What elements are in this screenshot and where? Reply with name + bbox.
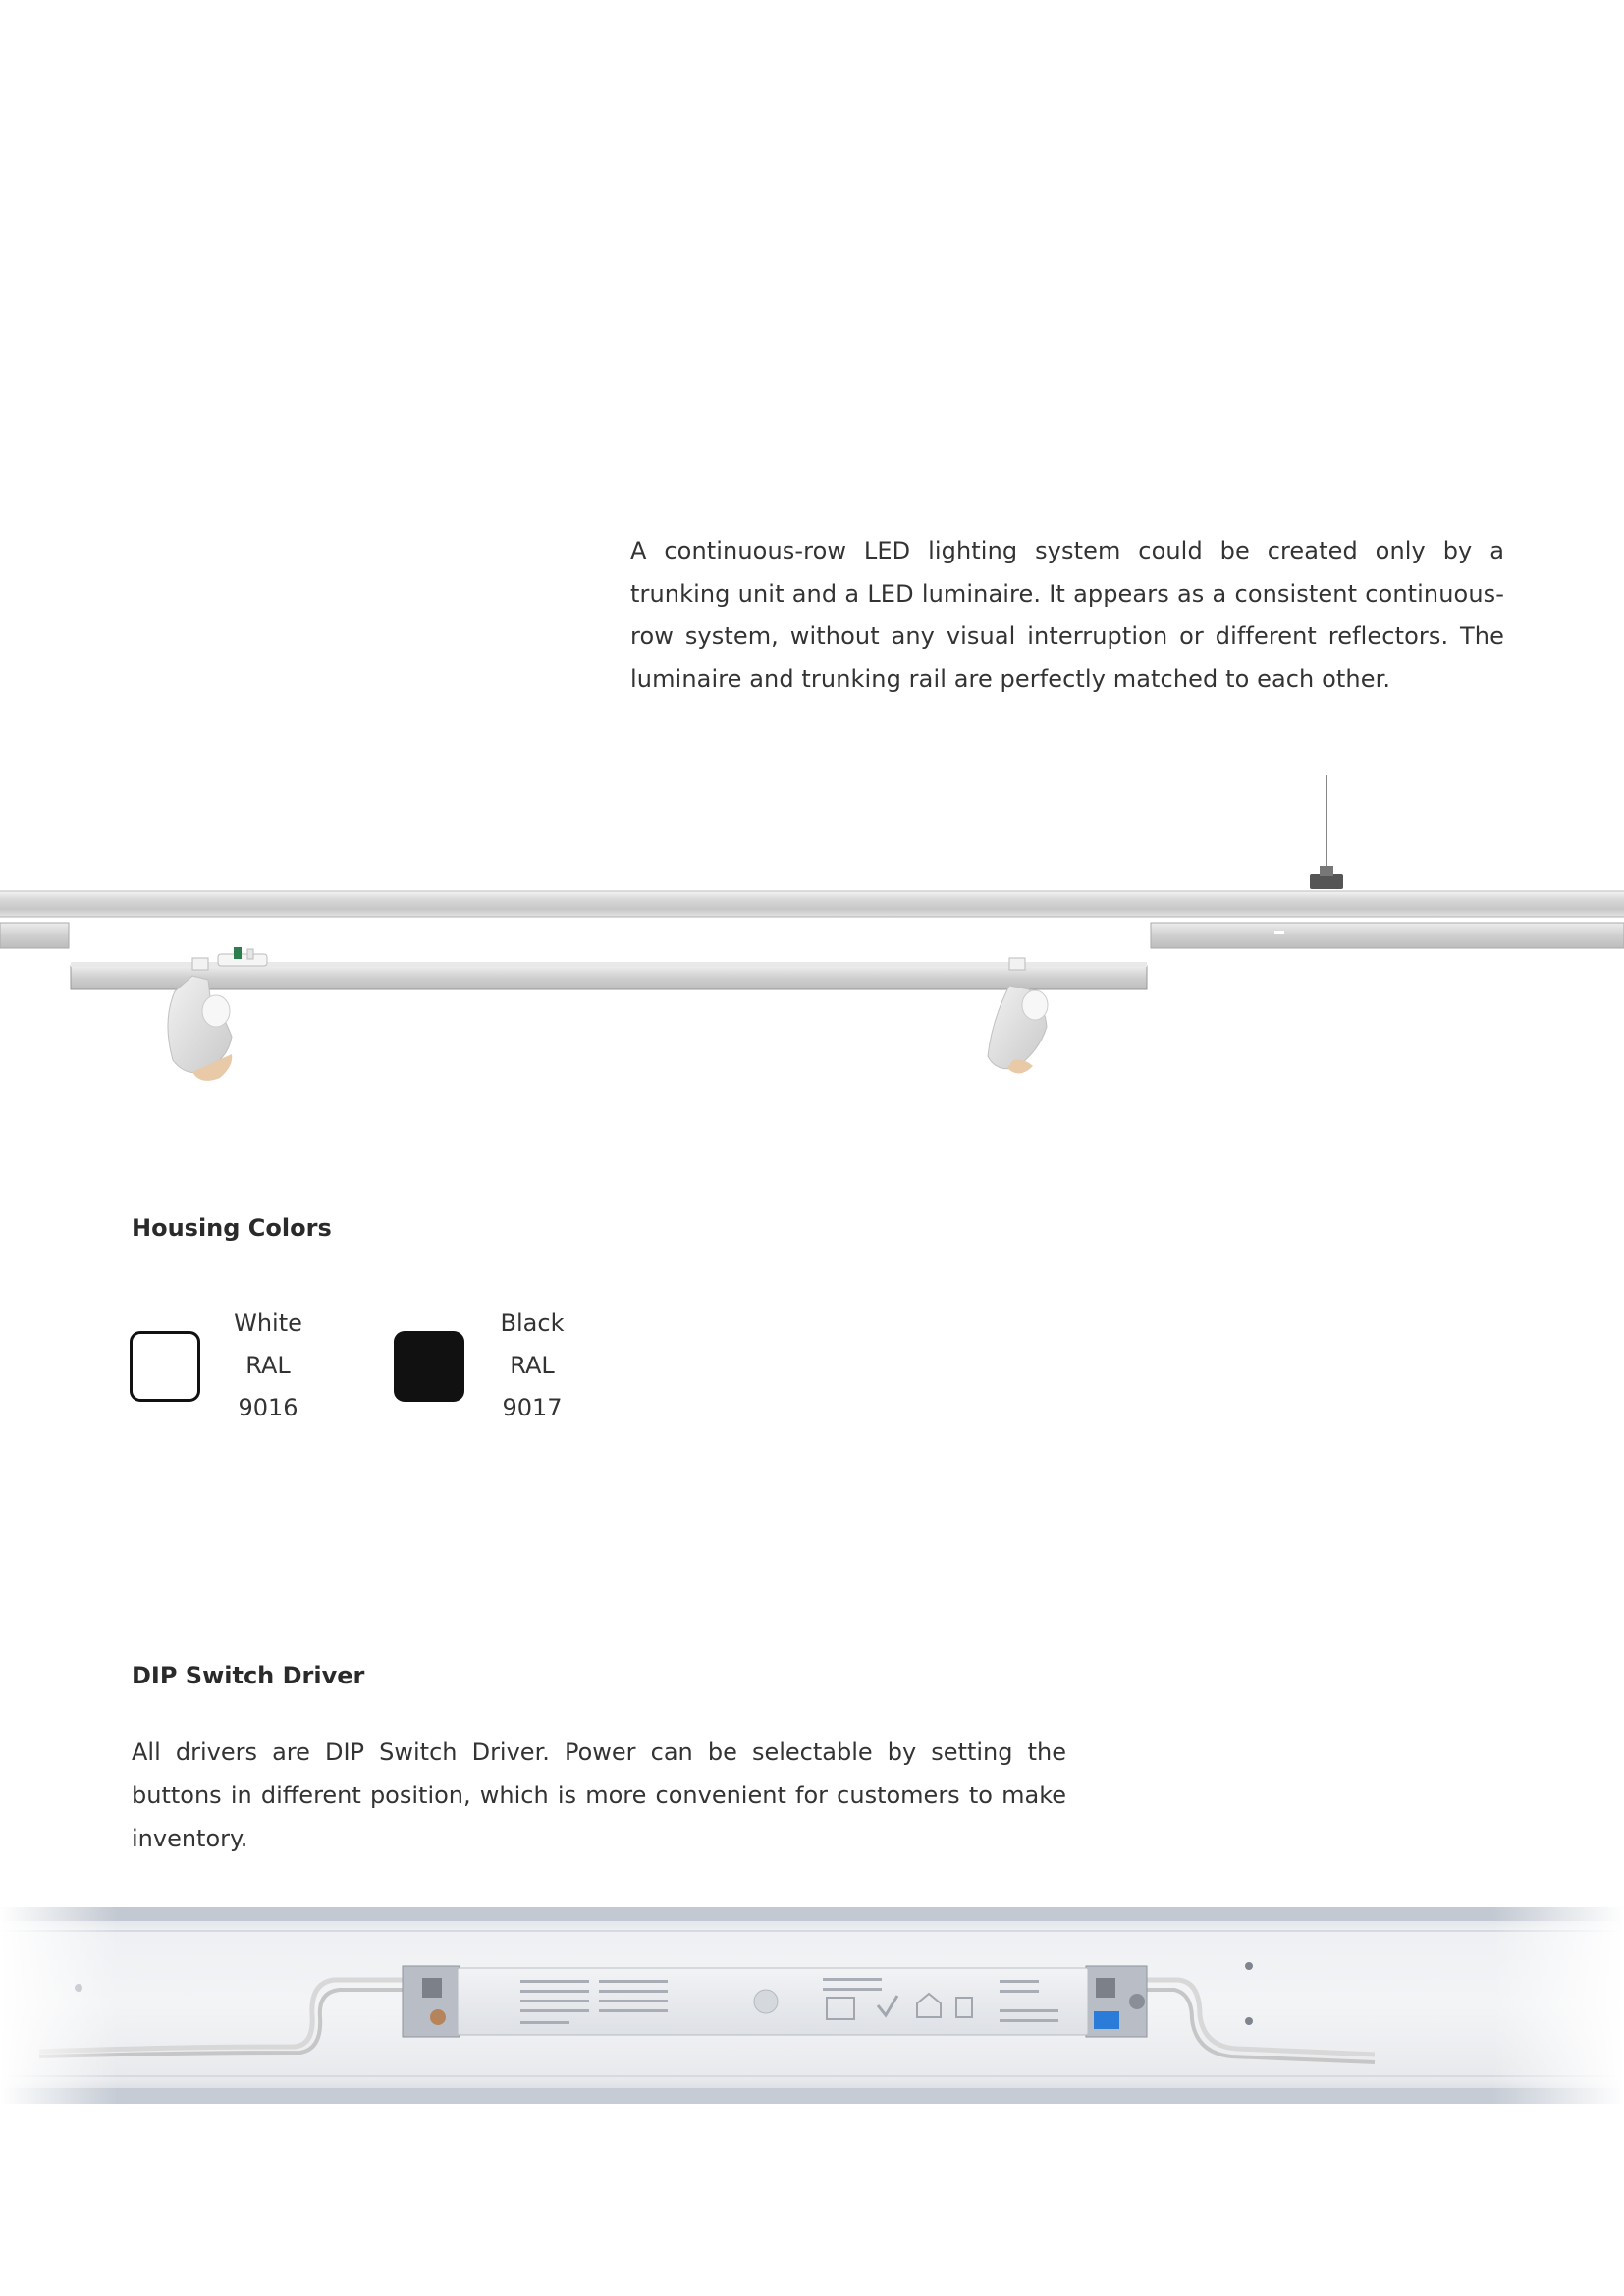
driver-illustration	[0, 1899, 1624, 2115]
dip-switch-heading: DIP Switch Driver	[132, 1662, 365, 1689]
intro-text: A continuous-row LED lighting system could be created only by a trunking unit and a LED luminaire. It appears as a consistent continuous-row system, without any visual interruption or different reflectors. The luminaire and trunking rail are perfectly matched to each other.	[630, 537, 1504, 693]
white-label	[217, 1303, 319, 1429]
black-ral: RAL 9017	[502, 1352, 563, 1421]
black-label	[481, 1303, 583, 1429]
dip-paragraph	[132, 1731, 1066, 1860]
intro-paragraph	[630, 530, 1504, 701]
black-swatch	[394, 1331, 464, 1402]
white-ral: RAL 9016	[238, 1352, 298, 1421]
white-swatch	[130, 1331, 200, 1402]
trunking-rail-illustration	[0, 766, 1624, 1090]
white-name: White	[234, 1309, 302, 1337]
housing-colors-heading: Housing Colors	[132, 1214, 332, 1242]
color-option-white	[130, 1303, 319, 1429]
color-option-black	[394, 1303, 583, 1429]
black-name: Black	[500, 1309, 565, 1337]
dip-text: All drivers are DIP Switch Driver. Power can be selectable by setting the buttons in different position, which is more convenient for customers to make inventory.	[132, 1738, 1066, 1852]
